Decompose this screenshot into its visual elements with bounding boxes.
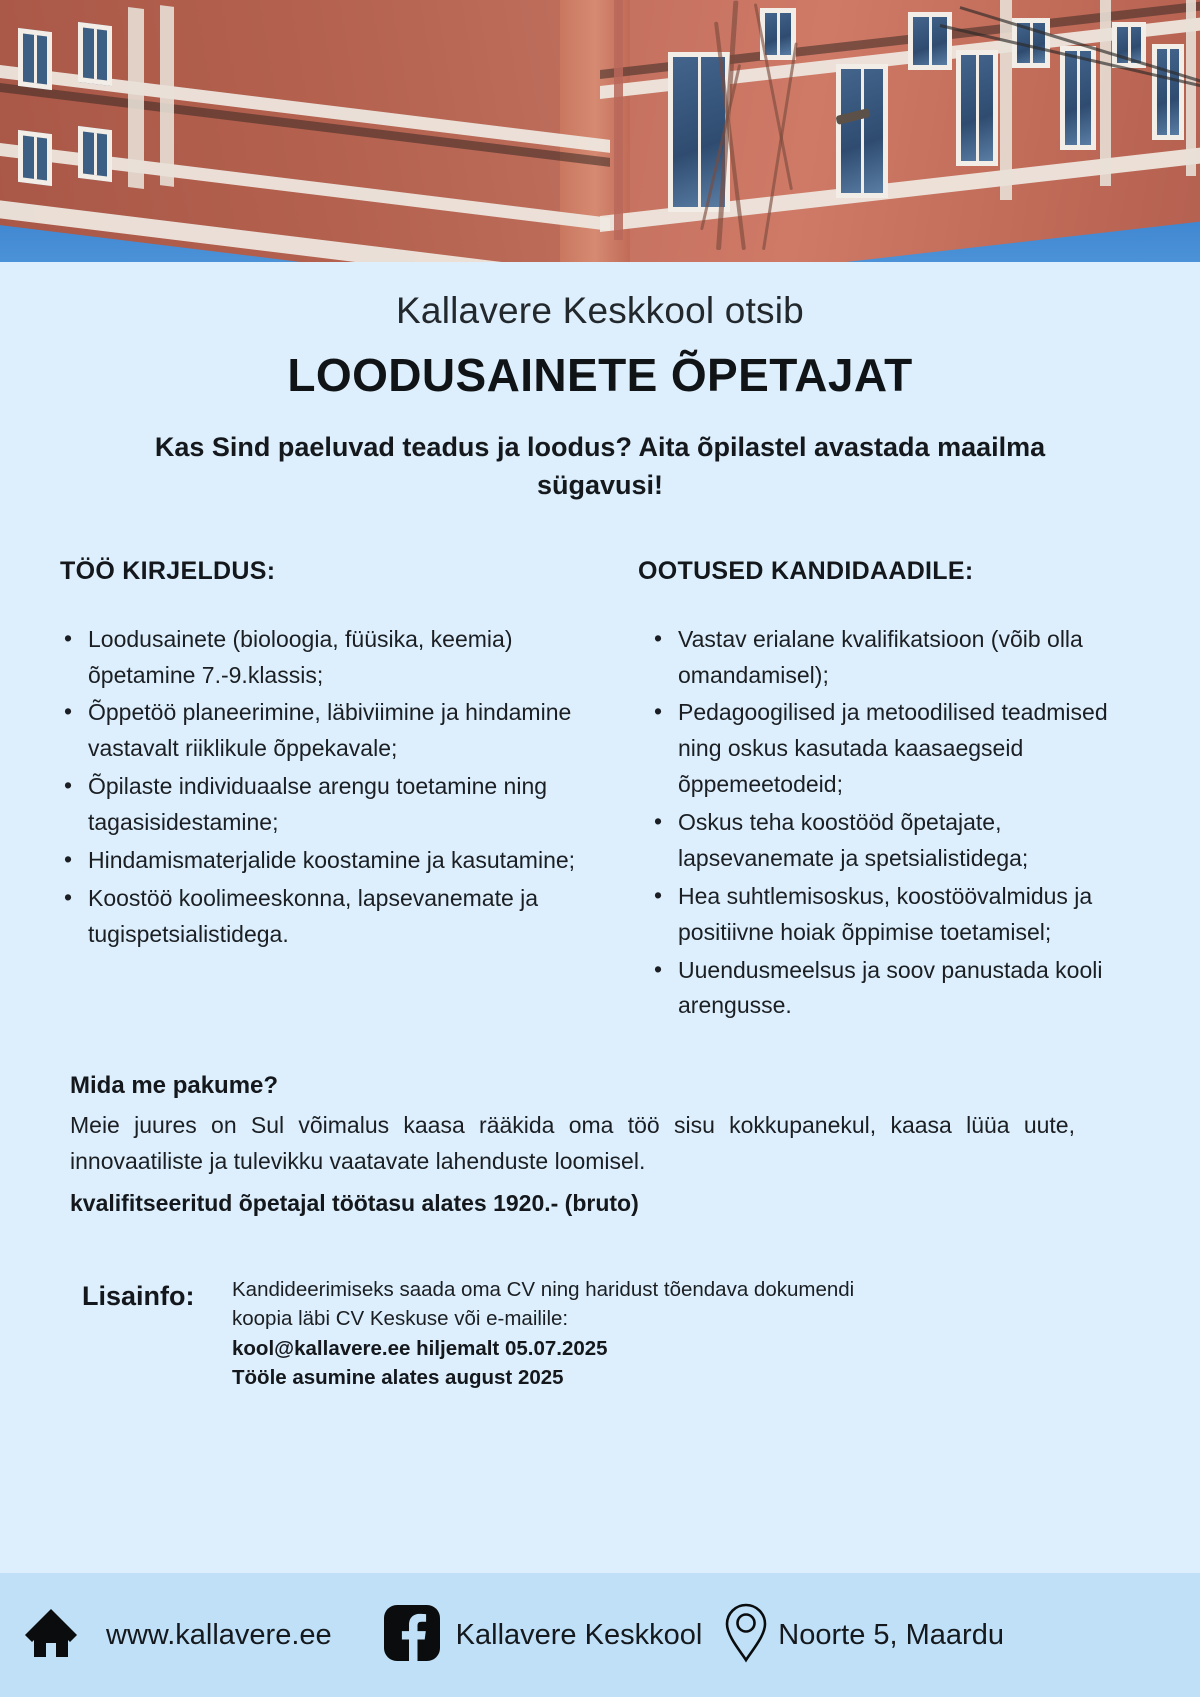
window — [18, 130, 52, 186]
list-item: • Hindamismaterjalide koostamine ja kasutamine; — [44, 843, 588, 879]
pilaster — [1000, 0, 1012, 200]
footer-bar — [0, 1573, 1200, 1697]
list-item: • Pedagoogilised ja metoodilised teadmised ning oskus kasutada kaasaegseid õppemeetodeid; — [634, 695, 1156, 803]
facebook-item[interactable] — [332, 1605, 703, 1666]
list-item: • Hea suhtlemisoskus, koostöövalmidus ja positiivne hoiak õppimise toetamisel; — [634, 879, 1156, 951]
additional-info-body — [232, 1275, 854, 1392]
list-item: • Oskus teha koostööd õpetajate, lapsevanemate ja spetsialistidega; — [634, 805, 1156, 877]
address-text: Noorte 5, Maardu — [778, 1618, 1004, 1651]
pilaster — [128, 7, 144, 189]
additional-info-section — [0, 1275, 1200, 1392]
downpipe — [614, 0, 623, 240]
list-item: • Õppetöö planeerimine, läbiviimine ja hindamine vastavalt riiklikule õppekavale; — [44, 695, 588, 767]
candidate-expectations-column — [600, 557, 1156, 1027]
job-description-column — [44, 557, 600, 1027]
list-item: • Loodusainete (bioloogia, füüsika, keemia) õpetamine 7.-9.klassis; — [44, 622, 588, 694]
start-date-line: Tööle asumine alates august 2025 — [232, 1365, 564, 1389]
requirements-columns — [0, 557, 1200, 1027]
facebook-icon — [384, 1605, 440, 1666]
offer-body: Meie juures on Sul võimalus kaasa rääkida oma töö sisu kokkupanekul, kaasa lüüa uute, innovaatiliste ja tulevikku vaatavate lahenduste loomisel. — [70, 1112, 1075, 1175]
job-description-list — [44, 622, 588, 953]
list-item: • Vastav erialane kvalifikatsioon (võib olla omandamisel); — [634, 622, 1156, 694]
list-item: • Õpilaste individuaalse arengu toetamine ning tagasisidestamine; — [44, 769, 588, 841]
website-text: www.kallavere.ee — [106, 1618, 332, 1651]
tagline-text: Kas Sind paeluvad teadus ja loodus? Aita õpilastel avastada maailma sügavusi! — [154, 432, 1046, 501]
window — [78, 22, 112, 86]
window — [78, 126, 112, 182]
offer-section — [0, 1072, 1200, 1217]
pilaster — [1186, 0, 1196, 176]
pilaster — [1100, 0, 1111, 186]
list-item: • Uuendusmeelsus ja soov panustada kooli arengusse. — [634, 953, 1156, 1025]
window — [908, 12, 952, 70]
candidate-expectations-heading: OOTUSED KANDIDAADILE: — [638, 556, 974, 585]
facebook-text: Kallavere Keskkool — [455, 1618, 703, 1651]
window — [18, 28, 52, 90]
address-item — [702, 1602, 1004, 1669]
contact-email-deadline: kool@kallavere.ee hiljemalt 05.07.2025 — [232, 1336, 608, 1360]
info-line: koopia läbi CV Keskuse või e-mailile: — [232, 1307, 569, 1331]
candidate-expectations-list — [634, 622, 1156, 1025]
home-icon — [22, 1605, 80, 1666]
list-item: • Koostöö koolimeeskonna, lapsevanemate ja tugispetsialistidega. — [44, 881, 588, 953]
website-item[interactable] — [22, 1605, 332, 1666]
eyebrow-text: Kallavere Keskkool otsib — [396, 290, 804, 331]
info-line: Kandideerimiseks saada oma CV ning haridust tõendava dokumendi — [232, 1278, 855, 1302]
window — [1152, 44, 1184, 140]
page-title: LOODUSAINETE ÕPETAJAT — [287, 349, 913, 401]
map-pin-icon — [724, 1602, 768, 1669]
offer-heading: Mida me pakume? — [70, 1072, 279, 1100]
additional-info-label: Lisainfo: — [82, 1281, 195, 1312]
school-building-photo — [0, 0, 1200, 262]
pilaster — [160, 5, 174, 187]
window — [956, 50, 998, 166]
job-description-heading: TÖÖ KIRJELDUS: — [60, 556, 276, 585]
window — [836, 64, 888, 198]
salary-text: kvalifitseeritud õpetajal töötasu alates 1920.- (bruto) — [70, 1190, 639, 1217]
title-block — [0, 262, 1200, 505]
